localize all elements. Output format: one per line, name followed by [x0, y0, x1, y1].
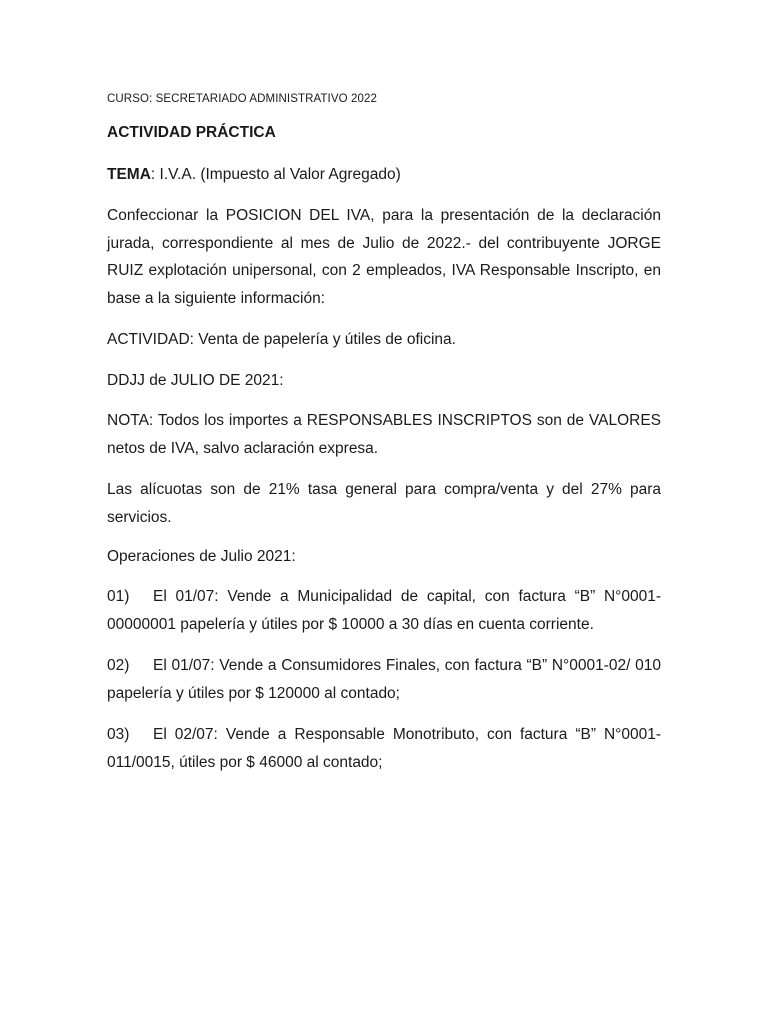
nota-paragraph: NOTA: Todos los importes a RESPONSABLES INSCRIPTOS son de VALORES netos de IVA, salvo aclaración expresa. — [107, 412, 661, 457]
operation-text: El 02/07: Vende a Responsable Monotributo, con factura “B” N°0001-011/0015, útiles por $ 46000 al contado; — [107, 726, 661, 771]
tema-label: TEMA — [107, 166, 151, 183]
page-title: ACTIVIDAD PRÁCTICA — [107, 124, 276, 141]
tema-line — [107, 166, 401, 184]
operation-number: 03) — [107, 726, 130, 743]
tema-text: : I.V.A. (Impuesto al Valor Agregado) — [150, 166, 401, 183]
actividad-line: ACTIVIDAD: Venta de papelería y útiles de oficina. — [107, 331, 456, 348]
operation-text: El 01/07: Vende a Consumidores Finales, con factura “B” N°0001-02/ 010 papelería y útiles por $ 120000 al contado; — [107, 657, 661, 702]
course-header: CURSO: SECRETARIADO ADMINISTRATIVO 2022 — [107, 93, 377, 105]
operation-number: 02) — [107, 657, 130, 674]
intro-paragraph: Confeccionar la POSICION DEL IVA, para la presentación de la declaración jurada, correspondiente al mes de Julio de 2022.- del contribuyente JORGE RUIZ explotación unipersonal, con 2 empleados, IVA Responsable Inscripto, en base a la siguiente información: — [107, 207, 661, 307]
ddjj-line: DDJJ de JULIO DE 2021: — [107, 372, 284, 389]
operation-text: El 01/07: Vende a Municipalidad de capital, con factura “B” N°0001-00000001 papelería y útiles por $ 10000 a 30 días en cuenta corriente. — [107, 588, 661, 633]
operation-item — [107, 583, 661, 638]
operation-number: 01) — [107, 588, 130, 605]
operaciones-title: Operaciones de Julio 2021: — [107, 548, 296, 565]
alicuotas-paragraph: Las alícuotas son de 21% tasa general para compra/venta y del 27% para servicios. — [107, 481, 661, 526]
operation-item — [107, 652, 661, 707]
operation-item — [107, 721, 661, 776]
